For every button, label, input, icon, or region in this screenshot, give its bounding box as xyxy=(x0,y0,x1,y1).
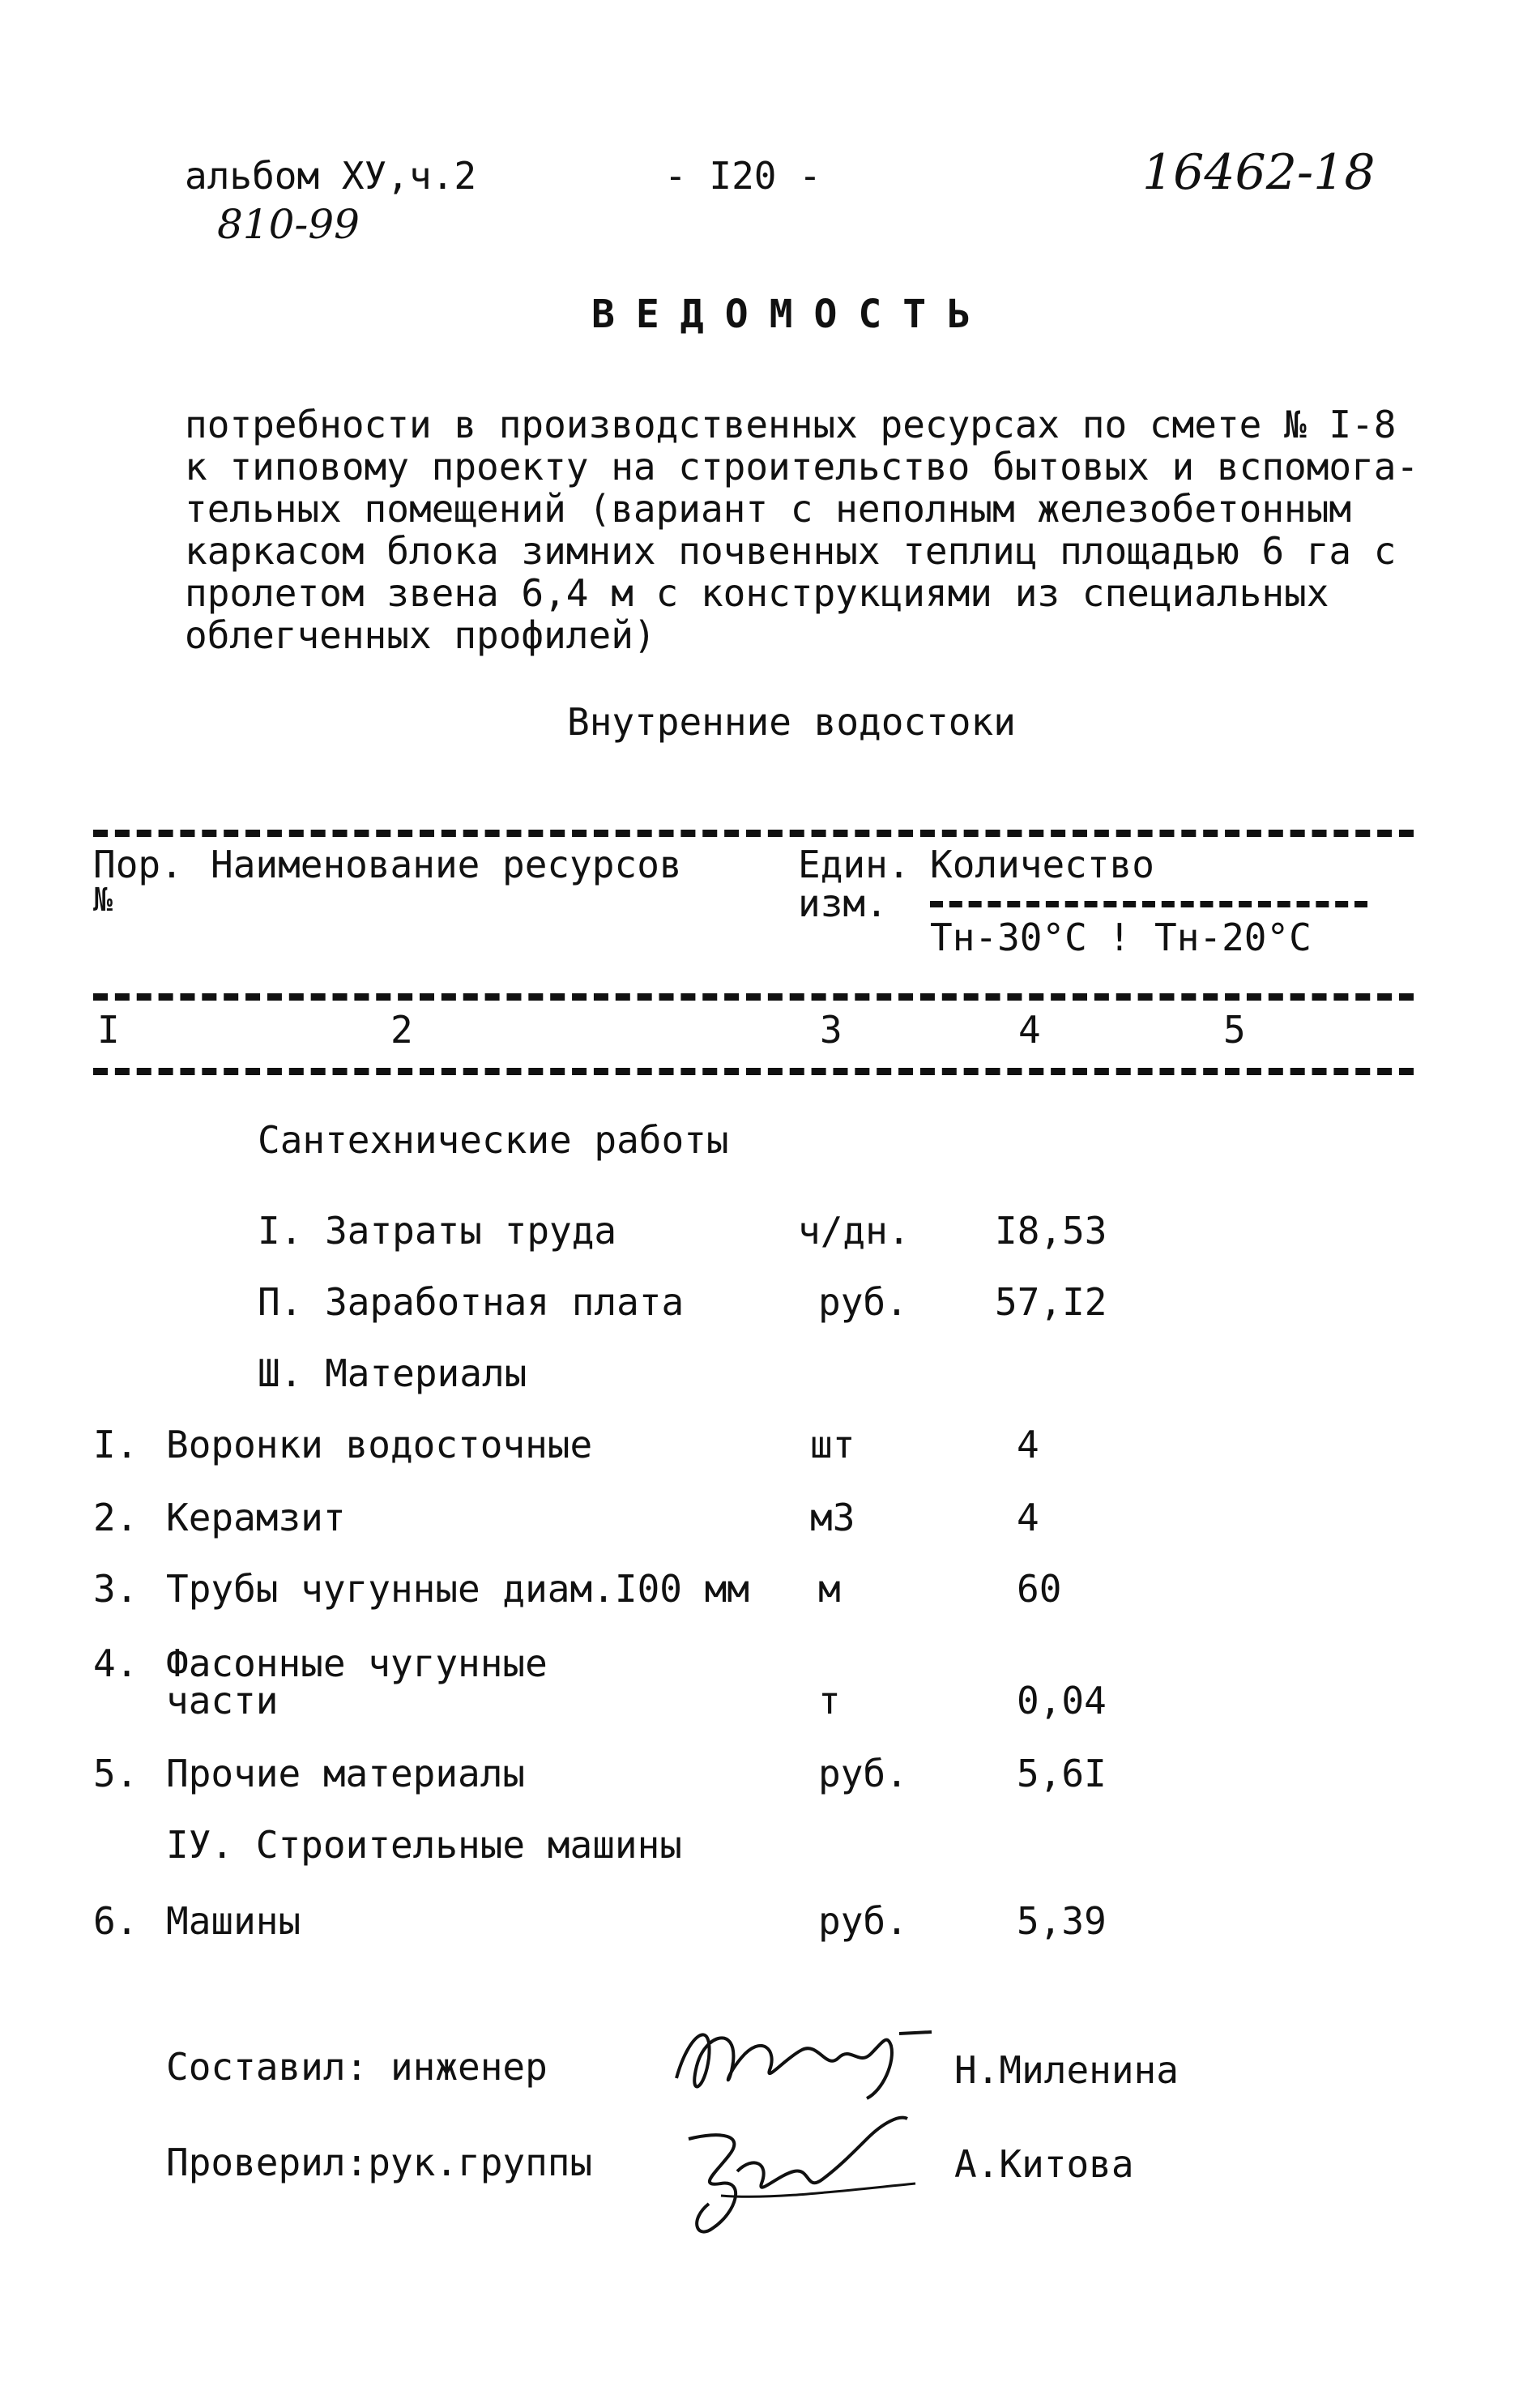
row-name: I. Затраты труда xyxy=(258,1209,617,1253)
row-name: Прочие материалы xyxy=(166,1752,526,1795)
compiled-name: Н.Миленина xyxy=(954,2048,1179,2092)
header-col-unit: Един. xyxy=(798,843,911,886)
row-number: 2. xyxy=(93,1496,139,1539)
header-temp-30: Тн-30°С xyxy=(930,916,1087,959)
page-title: ВЕДОМОСТЬ xyxy=(591,292,992,337)
header-col-name: Наименование ресурсов xyxy=(211,843,682,886)
row-number: 6. xyxy=(93,1899,139,1943)
checked-label: Проверил:рук.группы xyxy=(166,2141,593,2184)
row-quantity: 4 xyxy=(1017,1423,1039,1466)
row-number: 5. xyxy=(93,1752,139,1795)
row-number: 3. xyxy=(93,1567,139,1611)
row-quantity: 0,04 xyxy=(1017,1679,1107,1722)
page-number: - I20 - xyxy=(664,154,821,198)
quantity-rule xyxy=(930,901,1367,907)
handwritten-note: 810-99 xyxy=(217,201,360,248)
row-quantity: 60 xyxy=(1017,1567,1062,1611)
row-unit: м3 xyxy=(810,1496,855,1539)
description-line: тельных помещений (вариант с неполным железобетонным xyxy=(185,487,1352,531)
row-name: Ш. Материалы xyxy=(258,1351,527,1395)
row-unit: шт xyxy=(810,1423,855,1466)
description-line: пролетом звена 6,4 м с конструкциями из специальных xyxy=(185,571,1329,615)
row-unit: т xyxy=(818,1679,841,1722)
row-unit: руб. xyxy=(818,1280,908,1324)
signature-compiled xyxy=(664,2001,948,2115)
signature-checked xyxy=(672,2107,932,2244)
row-name: Машины xyxy=(166,1899,301,1943)
row-unit: руб. xyxy=(818,1752,908,1795)
description-line: каркасом блока зимних почвенных теплиц площадью 6 га с xyxy=(185,529,1397,573)
row-name: Воронки водосточные xyxy=(166,1423,593,1466)
row-name: Трубы чугунные диам.I00 мм xyxy=(166,1567,750,1611)
row-quantity: 5,6I xyxy=(1017,1752,1107,1795)
row-name: Керамзит xyxy=(166,1496,346,1539)
header-temp-20: Тн-20°С xyxy=(1154,916,1312,959)
header-col-order-number: № xyxy=(93,882,113,919)
row-name: П. Заработная плата xyxy=(258,1280,685,1324)
compiled-label: Составил: инженер xyxy=(166,2045,548,2089)
row-name-continued: части xyxy=(166,1679,279,1722)
row-unit: руб. xyxy=(818,1899,908,1943)
column-number-1: I xyxy=(97,1008,120,1052)
description-line: потребности в производственных ресурсах по смете № I-8 xyxy=(185,403,1397,446)
header-col-order: Пор. xyxy=(93,843,183,886)
column-number-4: 4 xyxy=(1018,1008,1041,1052)
header-separator: ! xyxy=(1108,916,1131,959)
column-number-2: 2 xyxy=(390,1008,413,1052)
checked-name: А.Китова xyxy=(954,2142,1134,2186)
row-quantity: I8,53 xyxy=(995,1209,1107,1253)
row-name: IУ. Строительные машины xyxy=(166,1823,682,1867)
description-line: облегченных профилей) xyxy=(185,613,656,657)
album-reference: альбом XУ,ч.2 xyxy=(185,154,477,198)
table-rule xyxy=(93,993,1414,1001)
description xyxy=(185,403,1418,656)
description-line: к типовому проекту на строительство бытовых и вспомога- xyxy=(185,445,1419,489)
column-number-3: 3 xyxy=(820,1008,843,1052)
column-number-5: 5 xyxy=(1223,1008,1246,1052)
table-rule xyxy=(93,1068,1414,1075)
row-quantity: 4 xyxy=(1017,1496,1039,1539)
row-name: Фасонные чугунные xyxy=(166,1641,548,1685)
row-unit: ч/дн. xyxy=(798,1209,911,1253)
section-title: Внутренние водостоки xyxy=(567,700,1016,744)
row-quantity: 57,I2 xyxy=(995,1280,1107,1324)
table-rule xyxy=(93,830,1414,837)
header-col-quantity: Количество xyxy=(930,843,1154,886)
row-number: I. xyxy=(93,1423,139,1466)
row-number: 4. xyxy=(93,1641,139,1685)
row-unit: м xyxy=(818,1567,841,1611)
header-col-unit-abbr: изм. xyxy=(798,882,888,925)
work-title: Сантехнические работы xyxy=(258,1118,729,1162)
row-quantity: 5,39 xyxy=(1017,1899,1107,1943)
document-code: 16462-18 xyxy=(1142,144,1376,201)
